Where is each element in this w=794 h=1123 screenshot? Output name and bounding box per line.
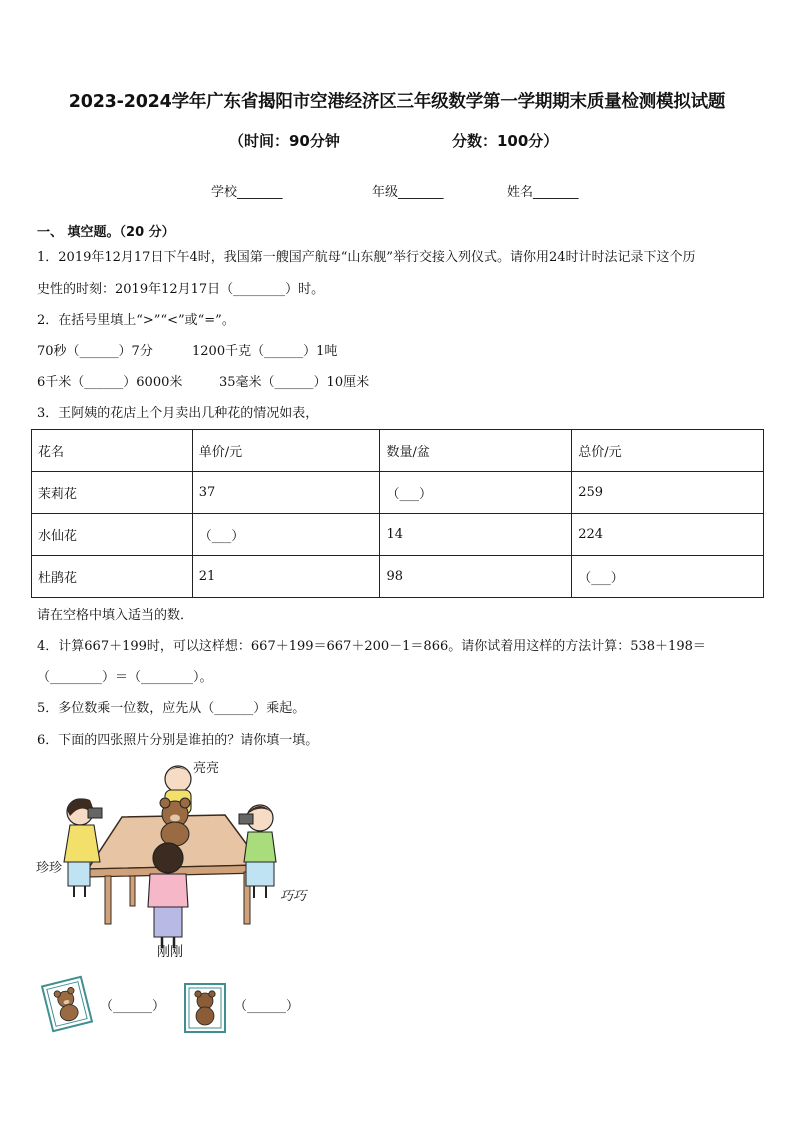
question-2-item-3: 6千米（______）6000米 — [37, 375, 183, 390]
question-5-text: 5．多位数乘一位数，应先从（______）乘起。 — [37, 701, 306, 716]
table-leg — [105, 876, 111, 924]
table-cell: 21 — [192, 556, 380, 598]
table-blank-cell[interactable]: （___） — [192, 514, 380, 556]
question-6-text: 6．下面的四张照片分别是谁拍的？请你填一填。 — [37, 733, 319, 748]
school-field: 学校_______ — [211, 185, 283, 200]
table-cell: 259 — [572, 472, 764, 514]
table-cell: 杜鹃花 — [32, 556, 193, 598]
table-leg — [130, 876, 135, 906]
grade-field: 年级_______ — [372, 185, 444, 200]
table-header-cell: 花名 — [32, 430, 193, 472]
photo-1 — [38, 975, 96, 1033]
exam-score: 分数：100分） — [452, 132, 559, 150]
table-header-cell: 总价/元 — [572, 430, 764, 472]
question-4-line-1: 4．计算667＋199时，可以这样想：667＋199＝667＋200－1＝866。请你试着用这样的方法计算：538＋198＝ — [37, 639, 706, 654]
section-heading: 一、 填空题。（20 分） — [37, 225, 175, 240]
name-field: 姓名_______ — [507, 185, 579, 200]
kid-name-right: 巧巧 — [280, 889, 307, 904]
table-cell: 14 — [380, 514, 572, 556]
table-header-cell: 单价/元 — [192, 430, 380, 472]
kid-left — [64, 798, 102, 897]
table-row — [32, 472, 764, 514]
question-1-line-2: 史性的时刻：2019年12月17日（________）时。 — [37, 282, 325, 297]
kid-name-bottom: 刚刚 — [157, 945, 184, 960]
photo-2 — [184, 983, 226, 1033]
question-2-item-1: 70秒（______）7分 — [37, 344, 153, 359]
photo-1-answer-blank[interactable]: （______） — [100, 999, 166, 1014]
flower-sales-table — [31, 429, 764, 598]
table-row — [32, 556, 764, 598]
question-3-text: 3．王阿姨的花店上个月卖出几种花的情况如表， — [37, 406, 319, 421]
photo-2-answer-blank[interactable]: （______） — [234, 999, 300, 1014]
table-cell: 水仙花 — [32, 514, 193, 556]
kid-name-left: 珍珍 — [36, 861, 63, 876]
teddy-bear — [160, 798, 190, 846]
question-2-item-4: 35毫米（______）10厘米 — [219, 375, 370, 390]
table-row — [32, 514, 764, 556]
kid-bottom — [148, 843, 188, 948]
table-cell: 37 — [192, 472, 380, 514]
question-1-line-1: 1．2019年12月17日下午4时，我国第一艘国产航母“山东舰”举行交接入列仪式。请你用24时计时法记录下这个历 — [37, 250, 696, 265]
question-2-item-2: 1200千克（______）1吨 — [192, 344, 338, 359]
page-title: 2023-2024学年广东省揭阳市空港经济区三年级数学第一学期期末质量检测模拟试题 — [68, 92, 726, 112]
question-2-text: 2．在括号里填上“>”“<”或“=”。 — [37, 313, 235, 328]
question-3-note: 请在空格中填入适当的数． — [37, 608, 194, 623]
table-blank-cell[interactable]: （___） — [572, 556, 764, 598]
question-4-line-2: （________）＝（________）。 — [37, 670, 213, 685]
photographers-illustration — [30, 752, 320, 967]
table-header-cell: 数量/盆 — [380, 430, 572, 472]
table-blank-cell[interactable]: （___） — [380, 472, 572, 514]
table-cell: 224 — [572, 514, 764, 556]
kid-name-top: 亮亮 — [193, 761, 220, 776]
table-cell: 98 — [380, 556, 572, 598]
exam-time: （时间：90分钟 — [229, 132, 340, 150]
table-cell: 茉莉花 — [32, 472, 193, 514]
table-header-row — [32, 430, 764, 472]
